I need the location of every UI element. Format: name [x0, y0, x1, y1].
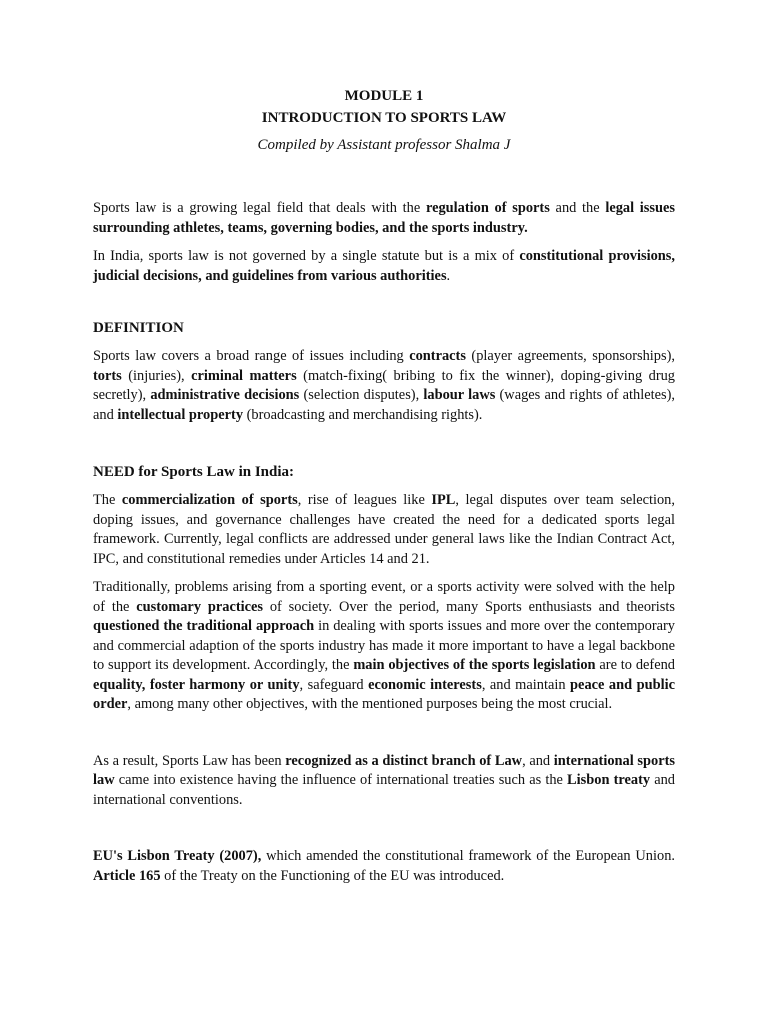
lisbon-treaty-paragraph — [93, 847, 675, 886]
text-run: , rise of leagues like — [297, 492, 432, 508]
text-run: (match-fixing( bribing to fix the winner), doping-giving drug secretly), — [93, 367, 676, 403]
document-page — [93, 87, 675, 886]
text-run: are to defend — [595, 657, 675, 673]
text-run: The — [93, 492, 122, 508]
bold-term: Lisbon treaty — [567, 772, 651, 788]
bold-term: peace and public order — [93, 676, 675, 712]
definition-paragraph — [93, 347, 675, 425]
text-run: . — [446, 267, 451, 284]
bold-term: labour laws — [423, 387, 496, 403]
bold-term: customary practices — [136, 598, 263, 615]
bold-term: recognized as a distinct branch of Law — [285, 752, 523, 769]
text-run: came into existence having the influence of international treaties such as the — [114, 772, 568, 788]
bold-term: questioned the traditional approach — [93, 618, 315, 634]
text-run: in dealing with sports issues and more over the contemporary and commercial adaption of the sports industry has made it more important to have a legal backbone to support its development. Accordingly, the — [93, 618, 675, 673]
text-run: , legal disputes over team selection, doping issues, and governance challenges have created the need for a dedicated sports legal framework. Currently, legal conflicts are addressed under general laws like the Indian Contract Act, IPC, and constitutional remedies under Articles 14 and 21. — [93, 492, 675, 567]
bold-term: Article 165 — [93, 867, 161, 884]
text-run: , and maintain — [481, 676, 571, 693]
text-run: Sports law covers a broad range of issues including — [93, 348, 410, 364]
text-run: and international conventions. — [93, 772, 675, 808]
text-run: and the — [549, 200, 606, 216]
text-run: (selection disputes), — [299, 387, 424, 403]
bold-term: commercialization of sports — [121, 492, 298, 508]
text-run: which amended the constitutional framework of the European Union. — [261, 848, 675, 864]
text-run: (player agreements, sponsorships), — [465, 348, 675, 364]
text-run: of the Treaty on the Functioning of the EU was introduced. — [160, 867, 505, 884]
text-run: (broadcasting and merchandising rights). — [243, 406, 483, 423]
bold-term: administrative decisions — [150, 387, 300, 403]
bold-term: EU's Lisbon Treaty (2007), — [93, 848, 262, 864]
text-run: Traditionally, problems arising from a sporting event, or a sports activity were solved with the help of the — [93, 579, 675, 615]
bold-term: contracts — [409, 348, 466, 364]
text-run: , safeguard — [299, 676, 369, 693]
text-run: of society. Over the period, many Sports enthusiasts and theorists — [263, 598, 676, 615]
bold-term: torts — [93, 367, 122, 384]
need-heading: NEED for Sports Law in India: — [93, 464, 295, 480]
document-title: INTRODUCTION TO SPORTS LAW — [261, 110, 507, 126]
bold-term: equality, foster harmony or unity — [93, 676, 300, 693]
bold-term: legal issues surrounding athletes, teams, governing bodies, and the sports industry. — [93, 200, 675, 236]
intro-paragraph-2 — [93, 247, 675, 286]
need-paragraph-2 — [93, 578, 675, 715]
bold-term: IPL — [431, 492, 456, 508]
text-run: (wages and rights of athletes), and — [93, 387, 675, 423]
text-run: As a result, Sports Law has been — [93, 752, 286, 769]
need-paragraph-1 — [93, 491, 675, 569]
bold-term: international sports law — [93, 752, 675, 788]
author-byline: Compiled by Assistant professor Shalma J — [257, 137, 511, 153]
text-run: (injuries), — [121, 367, 192, 384]
result-paragraph — [93, 752, 675, 811]
text-run: Sports law is a growing legal field that deals with the — [93, 200, 426, 216]
bold-term: main objectives of the sports legislation — [353, 657, 596, 673]
text-run: In India, sports law is not governed by a single statute but is a mix of — [93, 248, 520, 264]
intro-paragraph-1 — [93, 199, 675, 238]
text-run: , and — [522, 752, 554, 769]
text-run: , among many other objectives, with the mentioned purposes being the most crucial. — [127, 696, 613, 712]
bold-term: criminal matters — [191, 367, 297, 384]
bold-term: economic interests — [368, 676, 482, 693]
module-heading: MODULE 1 — [344, 88, 424, 104]
definition-heading: DEFINITION — [93, 320, 184, 336]
bold-term: regulation of sports — [425, 200, 550, 216]
bold-term: constitutional provisions, judicial decisions, and guidelines from various authorities — [93, 248, 675, 284]
bold-term: intellectual property — [117, 406, 244, 423]
